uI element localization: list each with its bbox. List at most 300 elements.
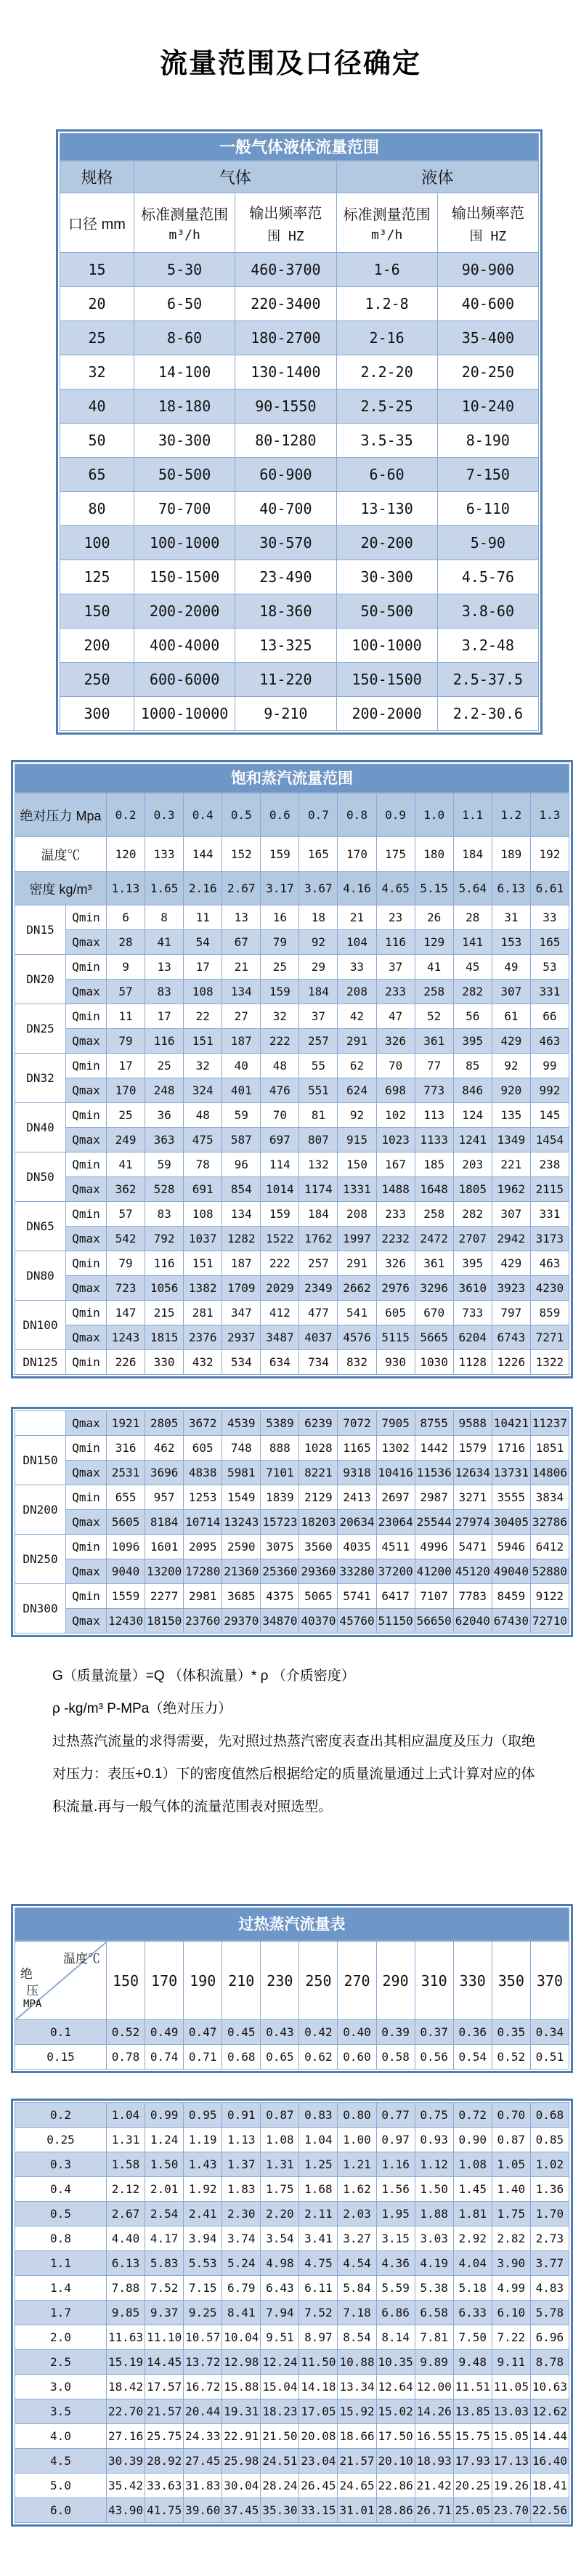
flow-value: 1243 <box>107 1325 145 1350</box>
temp-col-header: 230 <box>261 1942 299 2020</box>
flow-value: 1.40 <box>492 2177 530 2202</box>
flow-value: 10.57 <box>184 2325 222 2350</box>
flow-value: 52880 <box>530 1559 569 1584</box>
flow-value: 1030 <box>415 1350 453 1375</box>
flow-value: 0.65 <box>261 2045 299 2070</box>
range-value: 40-600 <box>437 287 538 321</box>
flow-value: 2.73 <box>530 2226 569 2251</box>
flow-value: 1559 <box>107 1584 145 1609</box>
flow-value: 361 <box>415 1029 453 1054</box>
flow-value: 4.04 <box>453 2251 492 2276</box>
flow-value: 331 <box>530 980 569 1004</box>
flow-value: 2697 <box>376 1485 415 1510</box>
dn-label: DN250 <box>15 1535 66 1584</box>
flow-value: 15723 <box>261 1510 299 1535</box>
flow-value: 331 <box>530 1202 569 1227</box>
flow-value: 0.68 <box>222 2045 261 2070</box>
flow-value: 41200 <box>415 1559 453 1584</box>
flow-value: 7.52 <box>145 2276 184 2301</box>
liquid-header: 液体 <box>336 161 539 193</box>
flow-value: 13.03 <box>492 2399 530 2424</box>
flow-value: 35.30 <box>261 2498 299 2523</box>
pressure-label: 3.0 <box>15 2375 107 2399</box>
bore-value: 50 <box>60 424 134 458</box>
flow-value: 124 <box>453 1103 492 1128</box>
flow-value: 5946 <box>492 1535 530 1559</box>
flow-value: 624 <box>338 1078 376 1103</box>
corner-pressure-char-2: 压 <box>26 1984 38 1998</box>
flow-value: 52 <box>415 1004 453 1029</box>
dn-label: DN80 <box>15 1251 66 1301</box>
table3-pressure-row <box>15 2020 569 2045</box>
table1-row <box>60 560 539 594</box>
temp-col-header: 290 <box>376 1942 415 2020</box>
flow-value: 7107 <box>415 1584 453 1609</box>
flow-value: 21 <box>338 905 376 930</box>
dn-label: DN15 <box>15 905 66 955</box>
flow-value: 4511 <box>376 1535 415 1559</box>
flow-value: 257 <box>299 1029 338 1054</box>
flow-value: 2115 <box>530 1177 569 1202</box>
pressure-label: 0.15 <box>15 2045 107 2070</box>
table2-grid-lower <box>15 1410 569 1634</box>
flow-value: 9.11 <box>492 2350 530 2375</box>
range-value: 90-900 <box>437 253 538 287</box>
bore-header: 口径 mm <box>60 193 134 253</box>
range-value: 20-200 <box>336 526 437 560</box>
note-line-4: 对压力：表压+0.1）下的密度值然后根据给定的质量流量通过上式计算对应的体 <box>52 1767 535 1782</box>
flow-value: 34870 <box>261 1609 299 1634</box>
flow-value: 12430 <box>107 1609 145 1634</box>
q-type-label: Qmax <box>66 1609 107 1634</box>
flow-value: 8.54 <box>338 2325 376 2350</box>
range-value: 18-180 <box>134 389 235 424</box>
bore-value: 65 <box>60 458 134 492</box>
flow-value: 5389 <box>261 1411 299 1436</box>
table2-qmax-row <box>15 1029 569 1054</box>
flow-value: 8221 <box>299 1461 338 1485</box>
flow-value: 27974 <box>453 1510 492 1535</box>
liquid-freq-range-header <box>437 193 538 253</box>
flow-value: 14806 <box>530 1461 569 1485</box>
liquid-std-range-header <box>336 193 437 253</box>
flow-value: 31.01 <box>338 2498 376 2523</box>
table2-qmin-row <box>15 955 569 980</box>
temperature-value: 159 <box>261 837 299 872</box>
flow-value: 3555 <box>492 1485 530 1510</box>
bore-value: 40 <box>60 389 134 424</box>
range-value: 100-1000 <box>134 526 235 560</box>
table2-qmin-row <box>15 905 569 930</box>
flow-value: 78 <box>184 1152 222 1177</box>
range-value: 1-6 <box>336 253 437 287</box>
flow-value: 3685 <box>222 1584 261 1609</box>
q-type-label: Qmax <box>66 1029 107 1054</box>
flow-value: 291 <box>338 1251 376 1276</box>
table3-pressure-row <box>15 2177 569 2202</box>
flow-value: 401 <box>222 1078 261 1103</box>
flow-value: 1.02 <box>530 2152 569 2177</box>
flow-value: 3173 <box>530 1227 569 1251</box>
pressure-label: 3.5 <box>15 2399 107 2424</box>
flow-value: 1522 <box>261 1227 299 1251</box>
flow-value: 37 <box>376 955 415 980</box>
flow-value: 43.90 <box>107 2498 145 2523</box>
table3-pressure-row <box>15 2350 569 2375</box>
flow-value: 0.42 <box>299 2020 338 2045</box>
table2-qmax-row <box>15 1325 569 1350</box>
flow-value: 116 <box>376 930 415 955</box>
flow-value: 11237 <box>530 1411 569 1436</box>
flow-value: 13.72 <box>184 2350 222 2375</box>
q-type-label: Qmin <box>66 1054 107 1078</box>
flow-value: 2662 <box>338 1276 376 1301</box>
flow-value: 587 <box>222 1128 261 1152</box>
flow-value: 2.41 <box>184 2202 222 2226</box>
q-type-label: Qmax <box>66 1177 107 1202</box>
table3-pressure-row <box>15 2498 569 2523</box>
flow-value: 12.24 <box>261 2350 299 2375</box>
flow-value: 17 <box>184 955 222 980</box>
q-type-label: Qmax <box>66 1411 107 1436</box>
flow-value: 5665 <box>415 1325 453 1350</box>
flow-value: 92 <box>338 1103 376 1128</box>
q-type-label: Qmax <box>66 1128 107 1152</box>
flow-value: 5471 <box>453 1535 492 1559</box>
flow-value: 203 <box>453 1152 492 1177</box>
flow-value: 16 <box>261 905 299 930</box>
q-type-label: Qmax <box>66 1078 107 1103</box>
note-line-1: G（质量流量）=Q （体积流量）* ρ （介质密度） <box>52 1668 355 1684</box>
flow-value: 992 <box>530 1078 569 1103</box>
flow-value: 4576 <box>338 1325 376 1350</box>
saturated-steam-table-upper <box>11 760 573 1378</box>
q-type-label: Qmin <box>66 1350 107 1375</box>
flow-value: 2590 <box>222 1535 261 1559</box>
flow-value: 1014 <box>261 1177 299 1202</box>
flow-value: 41 <box>107 1152 145 1177</box>
flow-value: 141 <box>453 930 492 955</box>
flow-value: 2095 <box>184 1535 222 1559</box>
temp-col-header: 150 <box>107 1942 145 2020</box>
bore-value: 250 <box>60 663 134 697</box>
flow-value: 6743 <box>492 1325 530 1350</box>
table2-qmin-row <box>15 1054 569 1078</box>
flow-value: 281 <box>184 1301 222 1325</box>
flow-value: 102 <box>376 1103 415 1128</box>
temperature-value: 165 <box>299 837 338 872</box>
flow-value: 2277 <box>145 1584 184 1609</box>
flow-value: 3672 <box>184 1411 222 1436</box>
range-value: 50-500 <box>134 458 235 492</box>
table3-grid-lower <box>15 2102 569 2523</box>
table2-qmin-row <box>15 1436 569 1461</box>
flow-value: 9.89 <box>415 2350 453 2375</box>
flow-value: 27.16 <box>107 2424 145 2449</box>
flow-value: 41 <box>145 930 184 955</box>
range-value: 11-220 <box>235 663 336 697</box>
flow-value: 22 <box>184 1004 222 1029</box>
flow-value: 53 <box>530 955 569 980</box>
flow-value: 3610 <box>453 1276 492 1301</box>
table1-row <box>60 253 539 287</box>
dn-label: DN50 <box>15 1152 66 1202</box>
flow-value: 22.70 <box>107 2399 145 2424</box>
flow-value: 0.36 <box>453 2020 492 2045</box>
flow-value: 222 <box>261 1029 299 1054</box>
flow-value: 0.52 <box>492 2045 530 2070</box>
table1-grid <box>60 161 539 731</box>
flow-value: 4.40 <box>107 2226 145 2251</box>
table1-row <box>60 389 539 424</box>
std-range-label: 标准测量范围 <box>141 207 229 223</box>
flow-value: 151 <box>184 1029 222 1054</box>
flow-value: 25360 <box>261 1559 299 1584</box>
temperature-value: 192 <box>530 837 569 872</box>
temp-col-header: 250 <box>299 1942 338 2020</box>
table1-subheader-row <box>60 193 539 253</box>
flow-value: 13200 <box>145 1559 184 1584</box>
range-value: 130-1400 <box>235 355 336 389</box>
density-value: 4.16 <box>338 872 376 905</box>
temp-col-header: 310 <box>415 1942 453 2020</box>
flow-value: 79 <box>261 930 299 955</box>
flow-value: 4838 <box>184 1461 222 1485</box>
table3-title: 过热蒸汽流量表 <box>15 1907 569 1941</box>
range-value: 6-50 <box>134 287 235 321</box>
flow-value: 0.83 <box>299 2103 338 2128</box>
flow-value: 150 <box>338 1152 376 1177</box>
range-value: 2.5-37.5 <box>437 663 538 697</box>
flow-value: 0.51 <box>530 2045 569 2070</box>
flow-value: 25544 <box>415 1510 453 1535</box>
flow-value: 0.52 <box>107 2020 145 2045</box>
flow-value: 18.93 <box>415 2449 453 2474</box>
flow-value: 208 <box>338 1202 376 1227</box>
flow-value: 1442 <box>415 1436 453 1461</box>
flow-value: 0.72 <box>453 2103 492 2128</box>
flow-value: 6.33 <box>453 2301 492 2325</box>
flow-value: 7101 <box>261 1461 299 1485</box>
flow-value: 634 <box>261 1350 299 1375</box>
flow-value: 99 <box>530 1054 569 1078</box>
range-value: 2.2-30.6 <box>437 697 538 731</box>
density-label: 密度 kg/m³ <box>15 872 107 905</box>
q-type-label: Qmin <box>66 1004 107 1029</box>
flow-value: 22.56 <box>530 2498 569 2523</box>
flow-value: 773 <box>415 1078 453 1103</box>
flow-value: 1454 <box>530 1128 569 1152</box>
table2-qmin-row <box>15 1535 569 1559</box>
flow-value: 0.68 <box>530 2103 569 2128</box>
flow-value: 797 <box>492 1301 530 1325</box>
pressure-value: 1.2 <box>492 794 530 837</box>
flow-value: 12634 <box>453 1461 492 1485</box>
flow-value: 1.92 <box>184 2177 222 2202</box>
flow-value: 13 <box>222 905 261 930</box>
flow-value: 13.34 <box>338 2375 376 2399</box>
flow-value: 1382 <box>184 1276 222 1301</box>
flow-value: 0.62 <box>299 2045 338 2070</box>
flow-value: 45760 <box>338 1609 376 1634</box>
flow-value: 1.05 <box>492 2152 530 2177</box>
flow-value: 10.63 <box>530 2375 569 2399</box>
flow-value: 3.27 <box>338 2226 376 2251</box>
flow-value: 9122 <box>530 1584 569 1609</box>
flow-value: 14.26 <box>415 2399 453 2424</box>
flow-value: 7271 <box>530 1325 569 1350</box>
flow-value: 8755 <box>415 1411 453 1436</box>
flow-value: 7.52 <box>299 2301 338 2325</box>
flow-value: 1096 <box>107 1535 145 1559</box>
corner-temp-label: 温度℃ <box>63 1952 100 1966</box>
flow-value: 3696 <box>145 1461 184 1485</box>
flow-value: 0.39 <box>376 2020 415 2045</box>
flow-value: 14.45 <box>145 2350 184 2375</box>
range-value: 400-4000 <box>134 629 235 663</box>
table1-row <box>60 355 539 389</box>
flow-value: 326 <box>376 1029 415 1054</box>
flow-value: 29360 <box>299 1559 338 1584</box>
flow-value: 37.45 <box>222 2498 261 2523</box>
range-value: 5-90 <box>437 526 538 560</box>
flow-value: 15.02 <box>376 2399 415 2424</box>
note-line-5: 积流量.再与一般气体的流量范围表对照选型。 <box>52 1799 333 1814</box>
flow-value: 238 <box>530 1152 569 1177</box>
range-value: 6-110 <box>437 492 538 526</box>
table2-qmin-row <box>15 1202 569 1227</box>
flow-value: 5.78 <box>530 2301 569 2325</box>
flow-value: 184 <box>299 1202 338 1227</box>
flow-value: 7783 <box>453 1584 492 1609</box>
flow-value: 605 <box>184 1436 222 1461</box>
m3h-unit: m³/h <box>370 227 403 243</box>
flow-value: 1282 <box>222 1227 261 1251</box>
flow-value: 9 <box>107 955 145 980</box>
flow-value: 0.97 <box>376 2128 415 2152</box>
flow-value: 2987 <box>415 1485 453 1510</box>
flow-value: 147 <box>107 1301 145 1325</box>
flow-value: 12.62 <box>530 2399 569 2424</box>
flow-value: 36 <box>145 1103 184 1128</box>
flow-value: 28.86 <box>376 2498 415 2523</box>
flow-value: 1028 <box>299 1436 338 1461</box>
flow-value: 1128 <box>453 1350 492 1375</box>
flow-value: 24.65 <box>338 2474 376 2498</box>
q-type-label: Qmin <box>66 1485 107 1510</box>
flow-value: 116 <box>145 1251 184 1276</box>
range-value: 100-1000 <box>336 629 437 663</box>
flow-value: 551 <box>299 1078 338 1103</box>
range-value: 3.8-60 <box>437 594 538 629</box>
table3-pressure-row <box>15 2474 569 2498</box>
flow-value: 2976 <box>376 1276 415 1301</box>
table2-qmax-row <box>15 1411 569 1436</box>
flow-value: 2.67 <box>107 2202 145 2226</box>
table2-qmin-row <box>15 1301 569 1325</box>
flow-value: 6.11 <box>299 2276 338 2301</box>
temp-col-header: 350 <box>492 1942 530 2020</box>
table2-qmax-row <box>15 1177 569 1202</box>
flow-value: 21.50 <box>261 2424 299 2449</box>
table3-temp-header-row <box>15 1942 569 2020</box>
flow-value: 528 <box>145 1177 184 1202</box>
flow-value: 12.00 <box>415 2375 453 2399</box>
dn-label <box>15 1411 66 1436</box>
saturated-steam-table-lower <box>11 1407 573 1637</box>
table3-pressure-row <box>15 2128 569 2152</box>
flow-value: 17 <box>145 1004 184 1029</box>
flow-value: 832 <box>338 1350 376 1375</box>
flow-value: 534 <box>222 1350 261 1375</box>
q-type-label: Qmax <box>66 1276 107 1301</box>
flow-value: 11.51 <box>453 2375 492 2399</box>
range-value: 14-100 <box>134 355 235 389</box>
flow-value: 92 <box>492 1054 530 1078</box>
range-value: 60-900 <box>235 458 336 492</box>
temperature-value: 175 <box>376 837 415 872</box>
flow-value: 748 <box>222 1436 261 1461</box>
flow-value: 57 <box>107 1202 145 1227</box>
flow-value: 18.66 <box>338 2424 376 2449</box>
flow-value: 81 <box>299 1103 338 1128</box>
range-value: 50-500 <box>336 594 437 629</box>
flow-value: 4375 <box>261 1584 299 1609</box>
pressure-label: 5.0 <box>15 2474 107 2498</box>
flow-value: 0.80 <box>338 2103 376 2128</box>
flow-value: 9588 <box>453 1411 492 1436</box>
dn-label: DN32 <box>15 1054 66 1103</box>
range-value: 7-150 <box>437 458 538 492</box>
flow-value: 432 <box>184 1350 222 1375</box>
flow-value: 2472 <box>415 1227 453 1251</box>
table3-pressure-row <box>15 2449 569 2474</box>
temperature-value: 133 <box>145 837 184 872</box>
flow-value: 1.75 <box>492 2202 530 2226</box>
flow-value: 3487 <box>261 1325 299 1350</box>
range-value: 40-700 <box>235 492 336 526</box>
table2-qmax-row <box>15 1227 569 1251</box>
flow-value: 14.18 <box>299 2375 338 2399</box>
table1-row <box>60 458 539 492</box>
flow-value: 2.01 <box>145 2177 184 2202</box>
q-type-label: Qmin <box>66 1103 107 1128</box>
flow-value: 655 <box>107 1485 145 1510</box>
flow-value: 0.99 <box>145 2103 184 2128</box>
flow-value: 330 <box>145 1350 184 1375</box>
pressure-value: 1.3 <box>530 794 569 837</box>
flow-value: 23760 <box>184 1609 222 1634</box>
flow-value: 48 <box>184 1103 222 1128</box>
range-value: 4.5-76 <box>437 560 538 594</box>
flow-value: 307 <box>492 980 530 1004</box>
flow-value: 542 <box>107 1227 145 1251</box>
table2-qmin-row <box>15 1485 569 1510</box>
flow-value: 25.98 <box>222 2449 261 2474</box>
flow-value: 24.51 <box>261 2449 299 2474</box>
flow-value: 21360 <box>222 1559 261 1584</box>
flow-value: 17.93 <box>453 2449 492 2474</box>
flow-value: 67 <box>222 930 261 955</box>
flow-value: 54 <box>184 930 222 955</box>
flow-value: 26 <box>415 905 453 930</box>
density-value: 6.13 <box>492 872 530 905</box>
pressure-value: 0.3 <box>145 794 184 837</box>
flow-value: 462 <box>145 1436 184 1461</box>
flow-value: 0.75 <box>415 2103 453 2128</box>
table1-row <box>60 287 539 321</box>
flow-value: 363 <box>145 1128 184 1152</box>
